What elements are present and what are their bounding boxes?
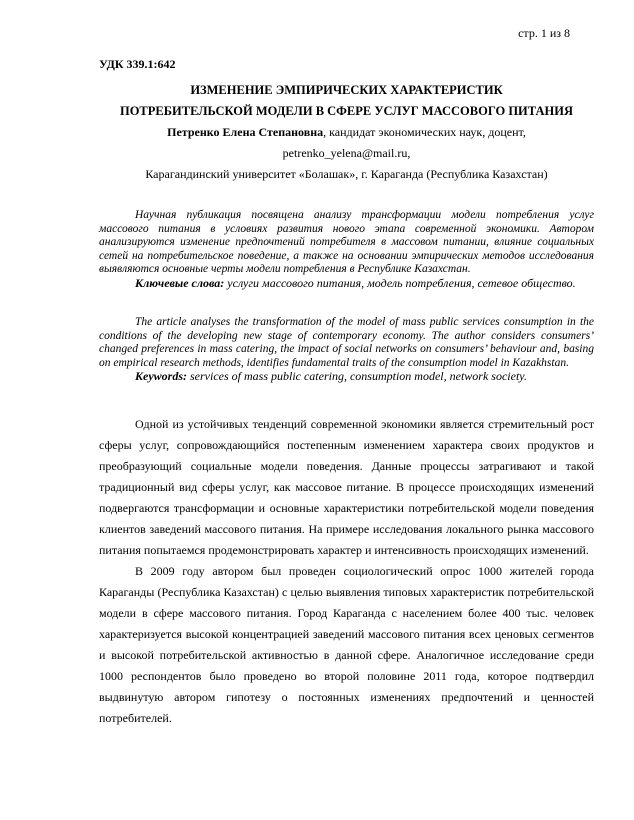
- author-line: [99, 122, 594, 143]
- keywords-ru-text: услуги массового питания, модель потребления, сетевое общество.: [224, 275, 576, 290]
- abstract-en-text: The article analyses the transformation of the model of mass public services consumption in the conditions of the developing new stage of contemporary economy. The author considers consumers’ changed preferences in mass catering, the impact of social networks on consumers’ behaviour and, basing on empirical research methods, identifies fundamental traits of the consumption model in Kazakhstan.: [99, 316, 594, 369]
- article-title: [99, 80, 594, 122]
- body-paragraph-1: Одной из устойчивых тенденций современной экономики является стремительный рост сферы услуг, сопровождающийся постепенным изменением характера своих продуктов и преобразующий социальные модели поведения. Данные процессы затрагивают и такой традиционный вид сферы услуг, как массовое питание. В процессе происходящих изменений подвергаются трансформации и основные характеристики потребительской модели поведения клиентов заведений массового питания. На примере исследования локального рынка массового питания попытаемся продемонстрировать характер и интенсивность происходящих изменений.: [99, 416, 594, 557]
- abstract-ru-block: [99, 209, 594, 290]
- keywords-ru: [99, 277, 594, 291]
- udc-code: УДК 339.1:642: [99, 57, 176, 71]
- body-paragraph-2: В 2009 году автором был проведен социологический опрос 1000 жителей города Караганды (Республика Казахстан) с целью выявления типовых характеристик потребительской модели в сфере массового питания. Город Караганда с населением более 400 тыс. человек характеризуется высокой концентрацией заведений массового питания всех ценовых сегментов и высокой потребительской активностью в данной сфере. Аналогичное исследование среди 1000 респондентов было проведено во второй половине 2011 года, которое подтвердил выдвинутую автором гипотезу о постоянных изменениях предпочтений и ценностей потребителей.: [99, 563, 594, 725]
- article-title-line-2: ПОТРЕБИТЕЛЬСКОЙ МОДЕЛИ В СФЕРЕ УСЛУГ МАССОВОГО ПИТАНИЯ: [119, 104, 573, 118]
- abstract-ru-text: Научная публикация посвящена анализу трансформации модели потребления услуг массового питания в условиях развития нового этапа современной экономики. Автором анализируются изменение предпочтений потребителя в массовом питании, влияние социальных сетей на потребительское поведение, а также на основании эмпирических методов исследования выявляются основные черты модели потребления в Республике Казахстан.: [99, 209, 594, 275]
- author-affiliation: Карагандинский университет «Болашак», г. Караганда (Республика Казахстан): [145, 167, 548, 181]
- keywords-ru-label: Ключевые слова:: [135, 275, 225, 290]
- article-body: [99, 414, 594, 729]
- author-name: Петренко Елена Степановна: [167, 125, 324, 139]
- keywords-en: [99, 370, 594, 384]
- article-title-line-1: ИЗМЕНЕНИЕ ЭМПИРИЧЕСКИХ ХАРАКТЕРИСТИК: [190, 83, 503, 97]
- author-degree: , кандидат экономических наук, доцент,: [323, 125, 526, 139]
- author-email: petrenko_yelena@mail.ru,: [282, 146, 411, 160]
- keywords-en-label: Keywords:: [135, 369, 187, 383]
- abstract-en-block: [99, 316, 594, 384]
- page-number: стр. 1 из 8: [518, 26, 570, 40]
- keywords-en-text: services of mass public catering, consumption model, network society.: [187, 369, 527, 383]
